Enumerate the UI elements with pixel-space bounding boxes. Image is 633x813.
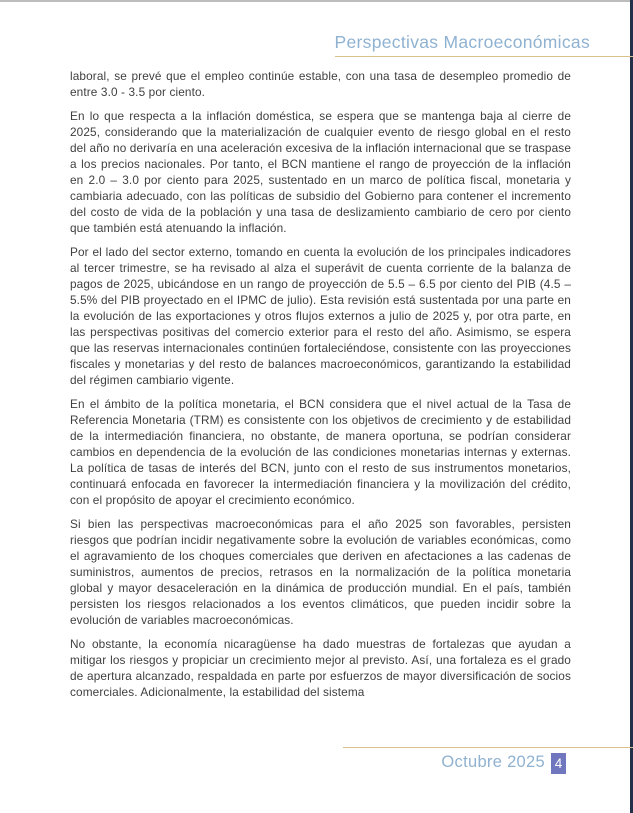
top-border-line [0,0,633,2]
paragraph: No obstante, la economía nicaragüense ha dado muestras de fortalezas que ayudan a mitigar los riesgos y propiciar un crecimiento mejor al previsto. Así, una fortaleza es el grado de apertura alcanzado, respaldada en parte por esfuerzos de mayor diversificación de socios comerciales. Adicionalmente, la estabilidad del sistema [70,637,571,699]
footer-date: Octubre 2025 [441,753,545,771]
paragraph: En el ámbito de la política monetaria, el BCN considera que el nivel actual de la Tasa de Referencia Monetaria (TRM) es consistente con los objetivos de crecimiento y de estabilidad de la intermediación financiera, no obstante, de manera oportuna, se podrían considerar cambios en dependencia de la evolución de las condiciones monetarias internas y externas. La política de tasas de interés del BCN, junto con el resto de sus instrumentos monetarios, continuará enfocada en favorecer la intermediación financiera y la movilización del crédito, con el propósito de apoyar el crecimiento económico. [70,397,571,507]
page-header-title: Perspectivas Macroeconómicas [334,32,590,52]
document-body [70,68,571,708]
header-rule [335,56,633,57]
paragraph: En lo que respecta a la inflación doméstica, se espera que se mantenga baja al cierre de 2025, considerando que la materialización de cualquier evento de riesgo global en el resto del año no derivaría en una aceleración excesiva de la inflación internacional que se traspase a los precios nacionales. Por tanto, el BCN mantiene el rango de proyección de la inflación en 2.0 – 3.0 por ciento para 2025, sustentado en un marco de política fiscal, monetaria y cambiaria adecuado, con las políticas de subsidio del Gobierno para contener el incremento del costo de vida de la población y una tasa de deslizamiento cambiario de cero por ciento que también está atenuando la inflación. [70,109,571,235]
paragraph: Si bien las perspectivas macroeconómicas para el año 2025 son favorables, persisten riesgos que podrían incidir negativamente sobre la evolución de variables económicas, como el agravamiento de los choques comerciales que deriven en afectaciones a las cadenas de suministros, aumentos de precios, retrasos en la normalización de la política monetaria global y mayor desaceleración en la dinámica de producción mundial. En el país, también persisten los riesgos relacionados a los eventos climáticos, que pueden incidir sobre la evolución de variables macroeconómicas. [70,517,571,627]
page-number-badge: 4 [551,753,566,774]
footer-rule [343,747,633,748]
paragraph: laboral, se prevé que el empleo continúe estable, con una tasa de desempleo promedio de entre 3.0 - 3.5 por ciento. [70,69,571,99]
paragraph: Por el lado del sector externo, tomando en cuenta la evolución de los principales indicadores al tercer trimestre, se ha revisado al alza el superávit de cuenta corriente de la balanza de pagos de 2025, ubicándose en un rango de proyección de 5.5 – 6.5 por ciento del PIB (4.5 – 5.5% del PIB proyectado en el IPMC de julio). Esta revisión está sustentada por una parte en la evolución de las exportaciones y otros flujos externos a julio de 2025 y, por otra parte, en las perspectivas positivas del comercio exterior para el resto del año. Asimismo, se espera que las reservas internacionales continúen fortaleciéndose, consistente con las proyecciones fiscales y monetarias y del resto de balances macroeconómicos, garantizando la estabilidad del régimen cambiario vigente. [70,245,571,387]
